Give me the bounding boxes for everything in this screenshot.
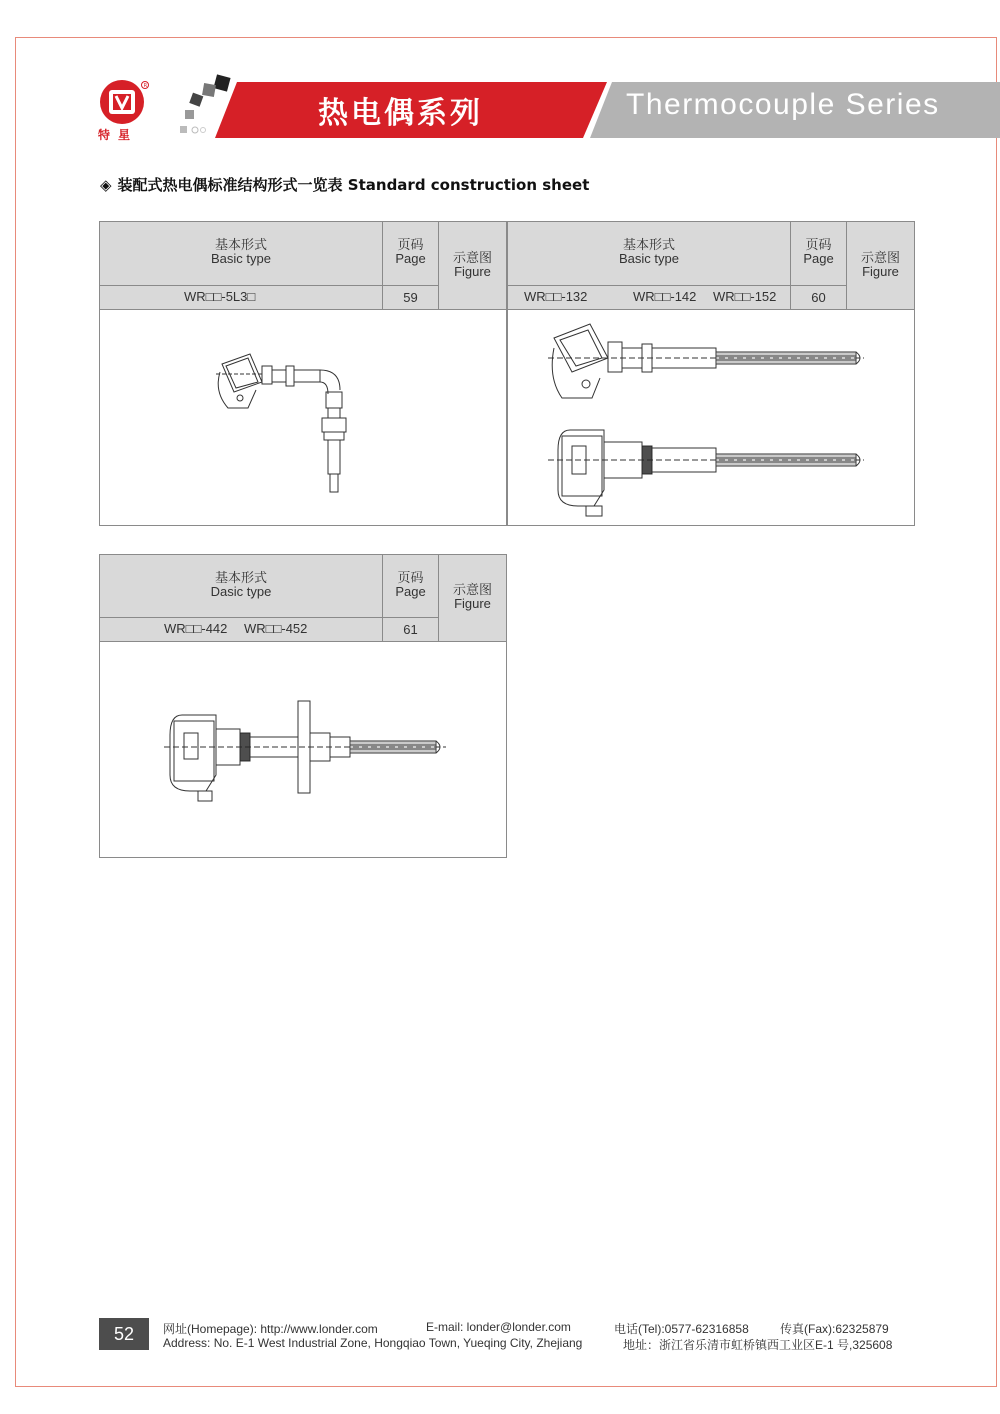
col-divider [438,555,439,641]
page-number: 60 [811,290,826,305]
header-basic-type-en: Dasic type [210,584,272,599]
header-basic-type [100,555,382,617]
page-number: 59 [403,290,418,305]
col-divider [846,222,847,309]
header-figure [439,555,506,641]
header-basic-type [100,222,382,285]
header-basic-type-cn: 基本形式 [622,237,675,252]
header-page [383,555,438,617]
type-code: WR□□-142 [633,289,697,304]
brand-name: 特星 [98,128,139,142]
row-divider [100,309,506,310]
row-divider [508,285,847,286]
type-code: WR□□-452 [244,621,308,636]
figure-elbow-thermocouple [210,352,370,502]
figure-straight-thermocouple-bottom [548,420,868,520]
row-divider [508,309,914,310]
header-page-cn: 页码 [805,237,832,252]
header-figure-cn: 示意图 [452,250,492,265]
diamond-bullet-icon: ◈ [100,176,112,194]
section-title-cn: 装配式热电偶标准结构形式一览表 [117,176,343,194]
footer-email: E-mail: londer@londer.com [426,1320,571,1334]
type-code: WR□□-5L3□ [184,289,256,304]
header-figure-cn: 示意图 [452,582,492,597]
row-divider [100,285,439,286]
construction-table-3 [99,554,507,858]
footer-address-en: Address: No. E-1 West Industrial Zone, Hongqiao Town, Yueqing City, Zhejiang [163,1336,583,1350]
header-figure [439,222,506,309]
series-title-en: Thermocouple Series [626,88,940,121]
header-figure [847,222,914,309]
header-page-cn: 页码 [397,570,424,585]
type-code: WR□□-152 [713,289,777,304]
header-figure-cn: 示意图 [860,250,900,265]
header-figure-en: Figure [454,596,491,611]
col-divider [438,222,439,309]
header-page-en: Page [395,584,426,599]
header-basic-type-cn: 基本形式 [214,237,267,252]
svg-text:R: R [143,83,148,89]
type-code: WR□□-132 [524,289,588,304]
construction-table-1 [99,221,507,526]
series-title-cn: 热电偶系列 [318,96,483,131]
section-title [100,174,589,195]
header-page-en: Page [803,251,834,266]
code-cell [100,618,382,641]
footer-homepage: 网址(Homepage): http://www.londer.com [163,1322,378,1336]
header-figure-en: Figure [454,264,491,279]
header-basic-type-en: Basic type [211,251,271,266]
section-title-en: Standard construction sheet [347,176,590,194]
header-basic-type-en: Basic type [619,251,679,266]
footer-fax: 传真(Fax):62325879 [780,1322,889,1336]
header-basic-type [508,222,790,285]
page-number-badge: 52 [99,1318,149,1350]
header-figure-en: Figure [862,264,899,279]
type-code: WR□□-442 [164,621,228,636]
footer-tel: 电话(Tel):0577-62316858 [614,1322,749,1336]
construction-table-2 [507,221,915,526]
header-basic-type-cn: 基本形式 [214,570,267,585]
header-page-en: Page [395,251,426,266]
figure-straight-thermocouple-top [548,318,868,408]
row-divider [100,641,506,642]
header-page [791,222,846,285]
footer-address-cn: 地址：浙江省乐清市虹桥镇西工业区E-1 号,325608 [623,1338,893,1352]
header-page-cn: 页码 [397,237,424,252]
header-page [383,222,438,285]
page-number: 61 [403,622,418,637]
row-divider [100,617,439,618]
figure-flanged-thermocouple [160,695,450,805]
